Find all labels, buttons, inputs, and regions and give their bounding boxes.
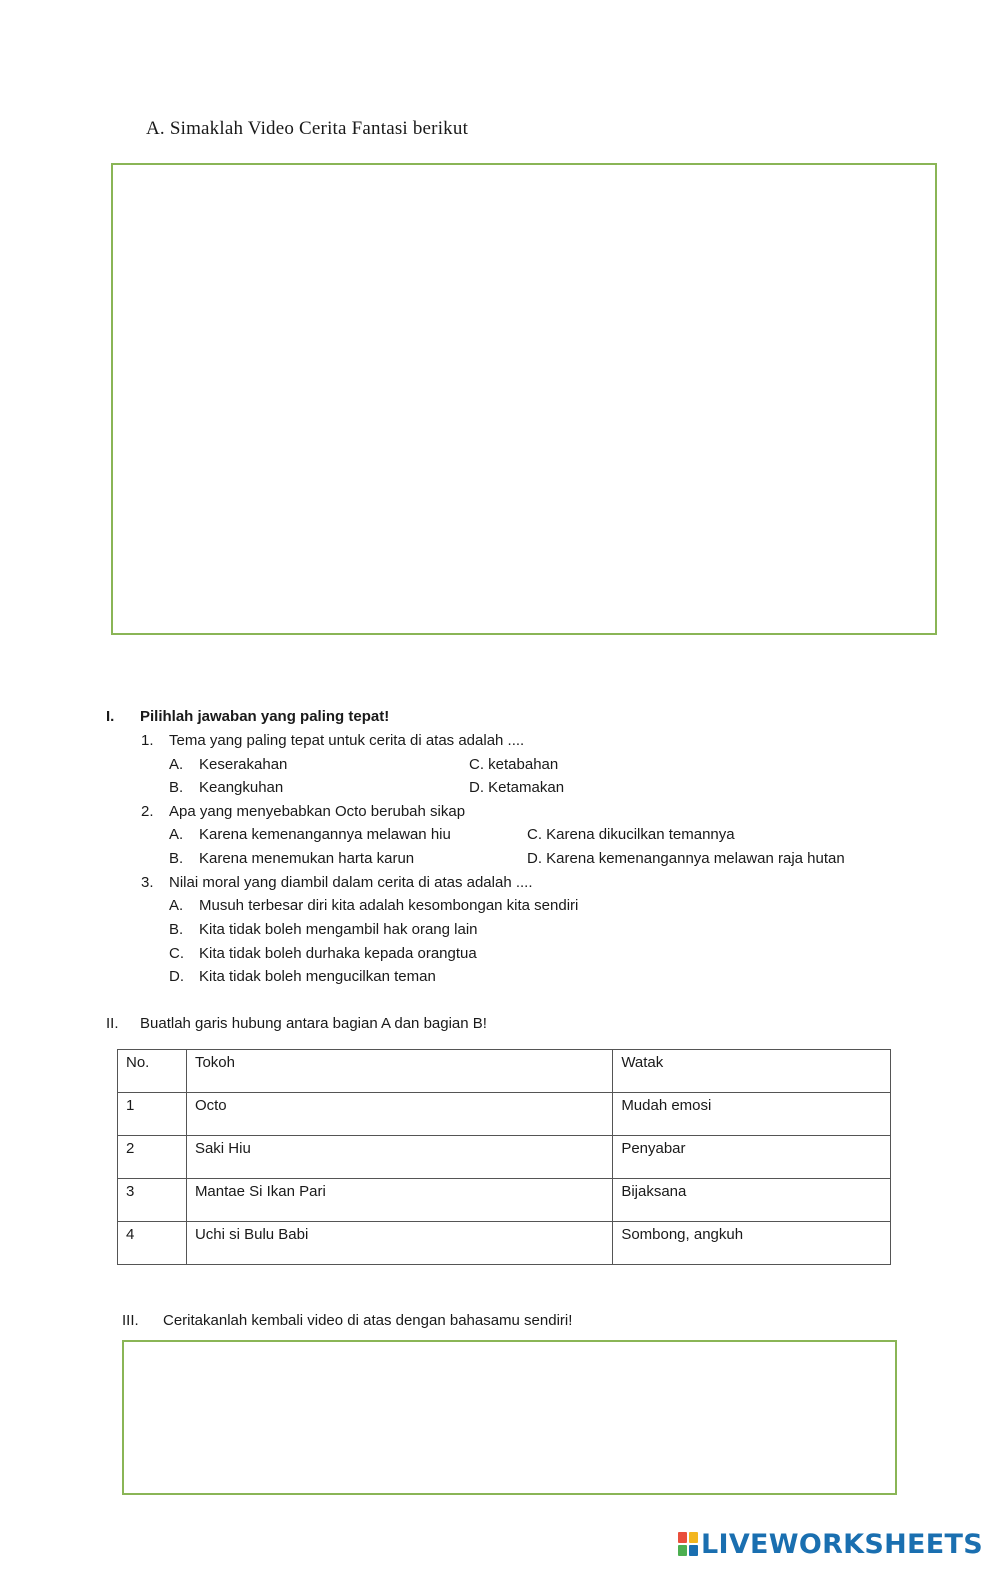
option-c[interactable]: C. Karena dikucilkan temannya [527, 826, 735, 843]
table-row [118, 1136, 891, 1179]
question-text: Nilai moral yang diambil dalam cerita di atas adalah .... [169, 874, 533, 891]
question-text: Apa yang menyebabkan Octo berubah sikap [169, 803, 466, 820]
tokoh-cell[interactable]: Mantae Si Ikan Pari [186, 1179, 612, 1222]
part1-instruction: Pilihlah jawaban yang paling tepat! [140, 708, 390, 725]
option-d[interactable]: Kita tidak boleh mengucilkan teman [199, 968, 436, 985]
row-number: 1 [118, 1093, 187, 1136]
option-c[interactable]: C. ketabahan [469, 756, 559, 773]
option-c[interactable]: Kita tidak boleh durhaka kepada orangtua [199, 945, 477, 962]
option-letter: B. [169, 779, 184, 796]
watak-cell[interactable]: Mudah emosi [613, 1093, 891, 1136]
part3-numeral: III. [122, 1312, 139, 1329]
matching-table [117, 1049, 891, 1265]
part3-instruction: Ceritakanlah kembali video di atas dengan bahasamu sendiri! [163, 1312, 573, 1329]
video-player-frame[interactable] [111, 163, 937, 635]
tokoh-cell[interactable]: Octo [186, 1093, 612, 1136]
row-number: 2 [118, 1136, 187, 1179]
part1-numeral: I. [106, 708, 115, 725]
option-a[interactable]: Musuh terbesar diri kita adalah kesombongan kita sendiri [199, 897, 579, 914]
logo-square [678, 1532, 687, 1543]
option-a[interactable]: Karena kemenangannya melawan hiu [199, 826, 451, 843]
question-number: 2. [141, 803, 154, 820]
logo-square [689, 1545, 698, 1556]
tokoh-cell[interactable]: Uchi si Bulu Babi [186, 1222, 612, 1265]
option-letter: A. [169, 826, 184, 843]
logo-square [678, 1545, 687, 1556]
table-row [118, 1093, 891, 1136]
header-tokoh: Tokoh [186, 1050, 612, 1093]
section-a-heading: A. Simaklah Video Cerita Fantasi berikut [146, 118, 469, 139]
table-row [118, 1222, 891, 1265]
option-letter: A. [169, 897, 184, 914]
option-letter: D. [169, 968, 184, 985]
header-watak: Watak [613, 1050, 891, 1093]
option-b[interactable]: Kita tidak boleh mengambil hak orang lain [199, 921, 478, 938]
table-row [118, 1179, 891, 1222]
question-text: Tema yang paling tepat untuk cerita di atas adalah .... [169, 732, 525, 749]
watak-cell[interactable]: Penyabar [613, 1136, 891, 1179]
logo-square [689, 1532, 698, 1543]
option-b[interactable]: Keangkuhan [199, 779, 284, 796]
story-answer-field[interactable] [122, 1340, 897, 1495]
option-a[interactable]: Keserakahan [199, 756, 288, 773]
watak-cell[interactable]: Sombong, angkuh [613, 1222, 891, 1265]
row-number: 3 [118, 1179, 187, 1222]
part2-numeral: II. [106, 1015, 119, 1032]
option-letter: A. [169, 756, 184, 773]
question-number: 3. [141, 874, 154, 891]
question-number: 1. [141, 732, 154, 749]
option-d[interactable]: D. Karena kemenangannya melawan raja hutan [527, 850, 845, 867]
option-letter: B. [169, 921, 184, 938]
logo-text: LIVEWORKSHEETS [700, 1528, 983, 1560]
header-no: No. [118, 1050, 187, 1093]
option-letter: C. [169, 945, 184, 962]
tokoh-cell[interactable]: Saki Hiu [186, 1136, 612, 1179]
row-number: 4 [118, 1222, 187, 1265]
watak-cell[interactable]: Bijaksana [613, 1179, 891, 1222]
option-d[interactable]: D. Ketamakan [469, 779, 565, 796]
liveworksheets-mark-icon [678, 1532, 698, 1556]
option-b[interactable]: Karena menemukan harta karun [199, 850, 415, 867]
option-letter: B. [169, 850, 184, 867]
liveworksheets-logo [678, 1528, 983, 1560]
table-header-row [118, 1050, 891, 1093]
part2-instruction: Buatlah garis hubung antara bagian A dan bagian B! [140, 1015, 487, 1032]
